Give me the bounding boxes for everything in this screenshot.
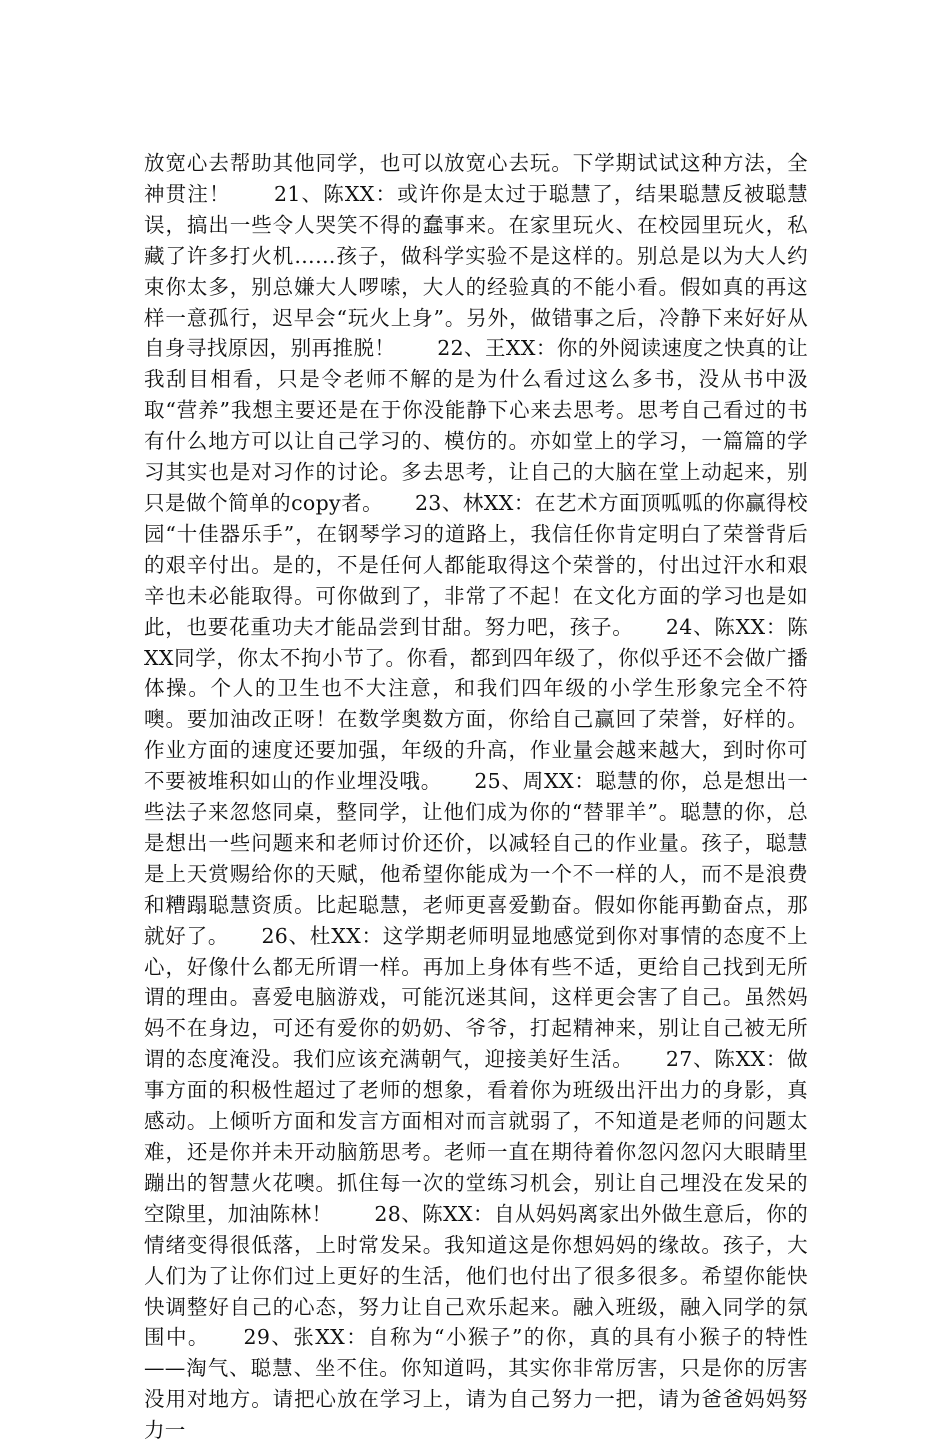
body-paragraph: 放宽心去帮助其他同学，也可以放宽心去玩。下学期试试这种方法，全神贯注！ 21、陈XX：或许你是太过于聪慧了，结果聪慧反被聪慧误，搞出一些令人哭笑不得的蠢事来。在家里玩火、在校园里玩火，私藏了许多打火机……孩子，做科学实验不是这样的。别总是以为大人约束你太多，别总嫌大人啰嗦，大人的经验真的不能小看。假如真的再这样一意孤行，迟早会“玩火上身”。另外，做错事之后，冷静下来好好从自身寻找原因，别再推脱！ 22、王XX：你的外阅读速度之快真的让我刮目相看，只是令老师不解的是为什么看过这么多书，没从书中汲取“营养”我想主要还是在于你没能静下心来去思考。思考自己看过的书有什么地方可以让自己学习的、模仿的。亦如堂上的学习，一篇篇的学习其实也是对习作的讨论。多去思考，让自己的大脑在堂上动起来，别只是做个简单的copy者。 23、林XX：在艺术方面顶呱呱的你赢得校园“十佳器乐手”，在钢琴学习的道路上，我信任你肯定明白了荣誉背后的艰辛付出。是的，不是任何人都能取得这个荣誉的，付出过汗水和艰辛也未必能取得。可你做到了，非常了不起！在文化方面的学习也是如此，也要花重功夫才能品尝到甘甜。努力吧，孩子。 24、陈XX：陈XX同学，你太不拘小节了。你看，都到四年级了，你似乎还不会做广播体操。个人的卫生也不大注意，和我们四年级的小学生形象完全不符噢。要加油改正呀！在数学奥数方面，你给自己赢回了荣誉，好样的。作业方面的速度还要加强，年级的升高，作业量会越来越大，到时你可不要被堆积如山的作业埋没哦。 25、周XX：聪慧的你，总是想出一些法子来忽悠同桌，整同学，让他们成为你的“替罪羊”。聪慧的你，总是想出一些问题来和老师讨价还价，以减轻自己的作业量。孩子，聪慧是上天赏赐给你的天赋，他希望你能成为一个不一样的人，而不是浪费和糟蹋聪慧资质。比起聪慧，老师更喜爱勤奋。假如你能再勤奋点，那就好了。 26、杜XX：这学期老师明显地感觉到你对事情的态度不上心，好像什么都无所谓一样。再加上身体有些不适，更给自己找到无所谓的理由。喜爱电脑游戏，可能沉迷其间，这样更会害了自己。虽然妈妈不在身边，可还有爱你的奶奶、爷爷，打起精神来，别让自己被无所谓的态度淹没。我们应该充满朝气，迎接美好生活。 27、陈XX：做事方面的积极性超过了老师的想象，看着你为班级出汗出力的身影，真感动。上倾听方面和发言方面相对而言就弱了，不知道是老师的问题太难，还是你并未开动脑筋思考。老师一直在期待着你忽闪忽闪大眼睛里蹦出的智慧火花噢。抓住每一次的堂练习机会，别让自己埋没在发呆的空隙里，加油陈林！ 28、陈XX：自从妈妈离家出外做生意后，你的情绪变得很低落，上时常发呆。我知道这是你想妈妈的缘故。孩子，大人们为了让你们过上更好的生活，他们也付出了很多很多。希望你能快快调整好自己的心态，努力让自己欢乐起来。融入班级，融入同学的氛围中。 29、张XX：自称为“小猴子”的你，真的具有小猴子的特性——淘气、聪慧、坐不住。你知道吗，其实你非常厉害，只是你的厉害没用对地方。请把心放在学习上，请为自己努力一把，请为爸爸妈妈努力一 (144, 151, 808, 1443)
document-page (144, 148, 808, 1446)
